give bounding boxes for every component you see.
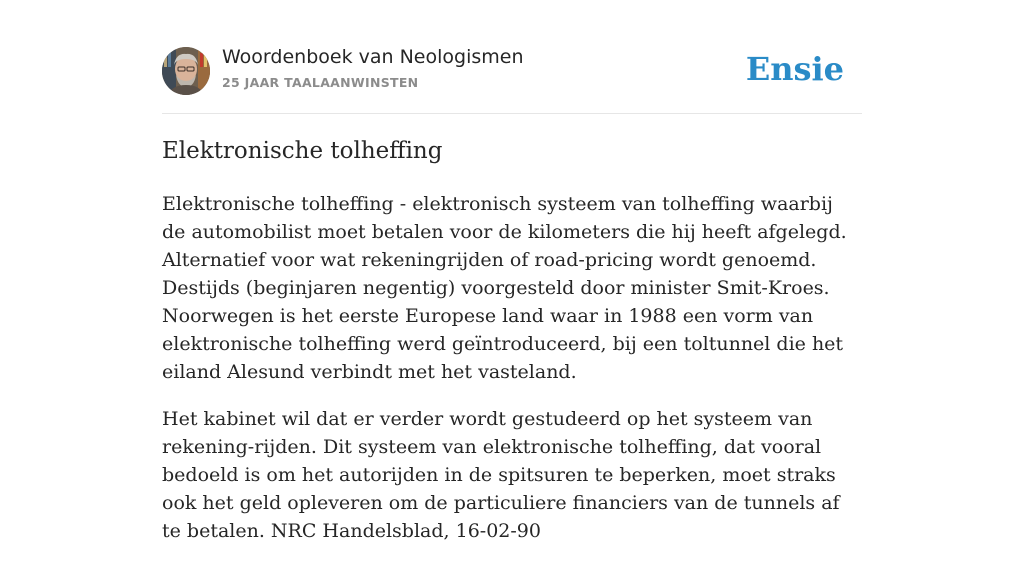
- author-name[interactable]: Woordenboek van Neologismen: [222, 46, 524, 68]
- article-paragraph: Elektronische tolheffing - elektronisch systeem van tolheffing waarbij de automobilist moet betalen voor de kilometers die hij heeft afgelegd. Alternatief voor wat rekeningrijden of road-pricing wordt genoemd. Destijds (beginjaren negentig) voorgesteld door minister Smit-Kroes. Noorwegen is het eerste Europese land waar in 1988 een vorm van elektronische tolheffing werd geïntroduceerd, bij een toltunnel die het eiland Alesund verbindt met het vasteland.: [162, 193, 847, 383]
- avatar-portrait: [162, 47, 210, 95]
- avatar[interactable]: [162, 47, 210, 95]
- article-body: [162, 190, 862, 564]
- author-subtitle: 25 JAAR TAALAANWINSTEN: [222, 75, 419, 90]
- brand-logo[interactable]: Ensie: [745, 50, 844, 88]
- article-title: Elektronische tolheffing: [162, 138, 443, 164]
- page-container: [162, 0, 862, 542]
- article-paragraph: Het kabinet wil dat er verder wordt gestudeerd op het systeem van rekening-rijden. Dit systeem van elektronische tolheffing, dat vooral bedoeld is om het autorijden in de spitsuren te beperken, moet straks ook het geld opleveren om de particuliere financiers van de tunnels af te betalen. NRC Handelsblad, 16-02-90: [162, 408, 840, 542]
- site-header: [162, 0, 862, 114]
